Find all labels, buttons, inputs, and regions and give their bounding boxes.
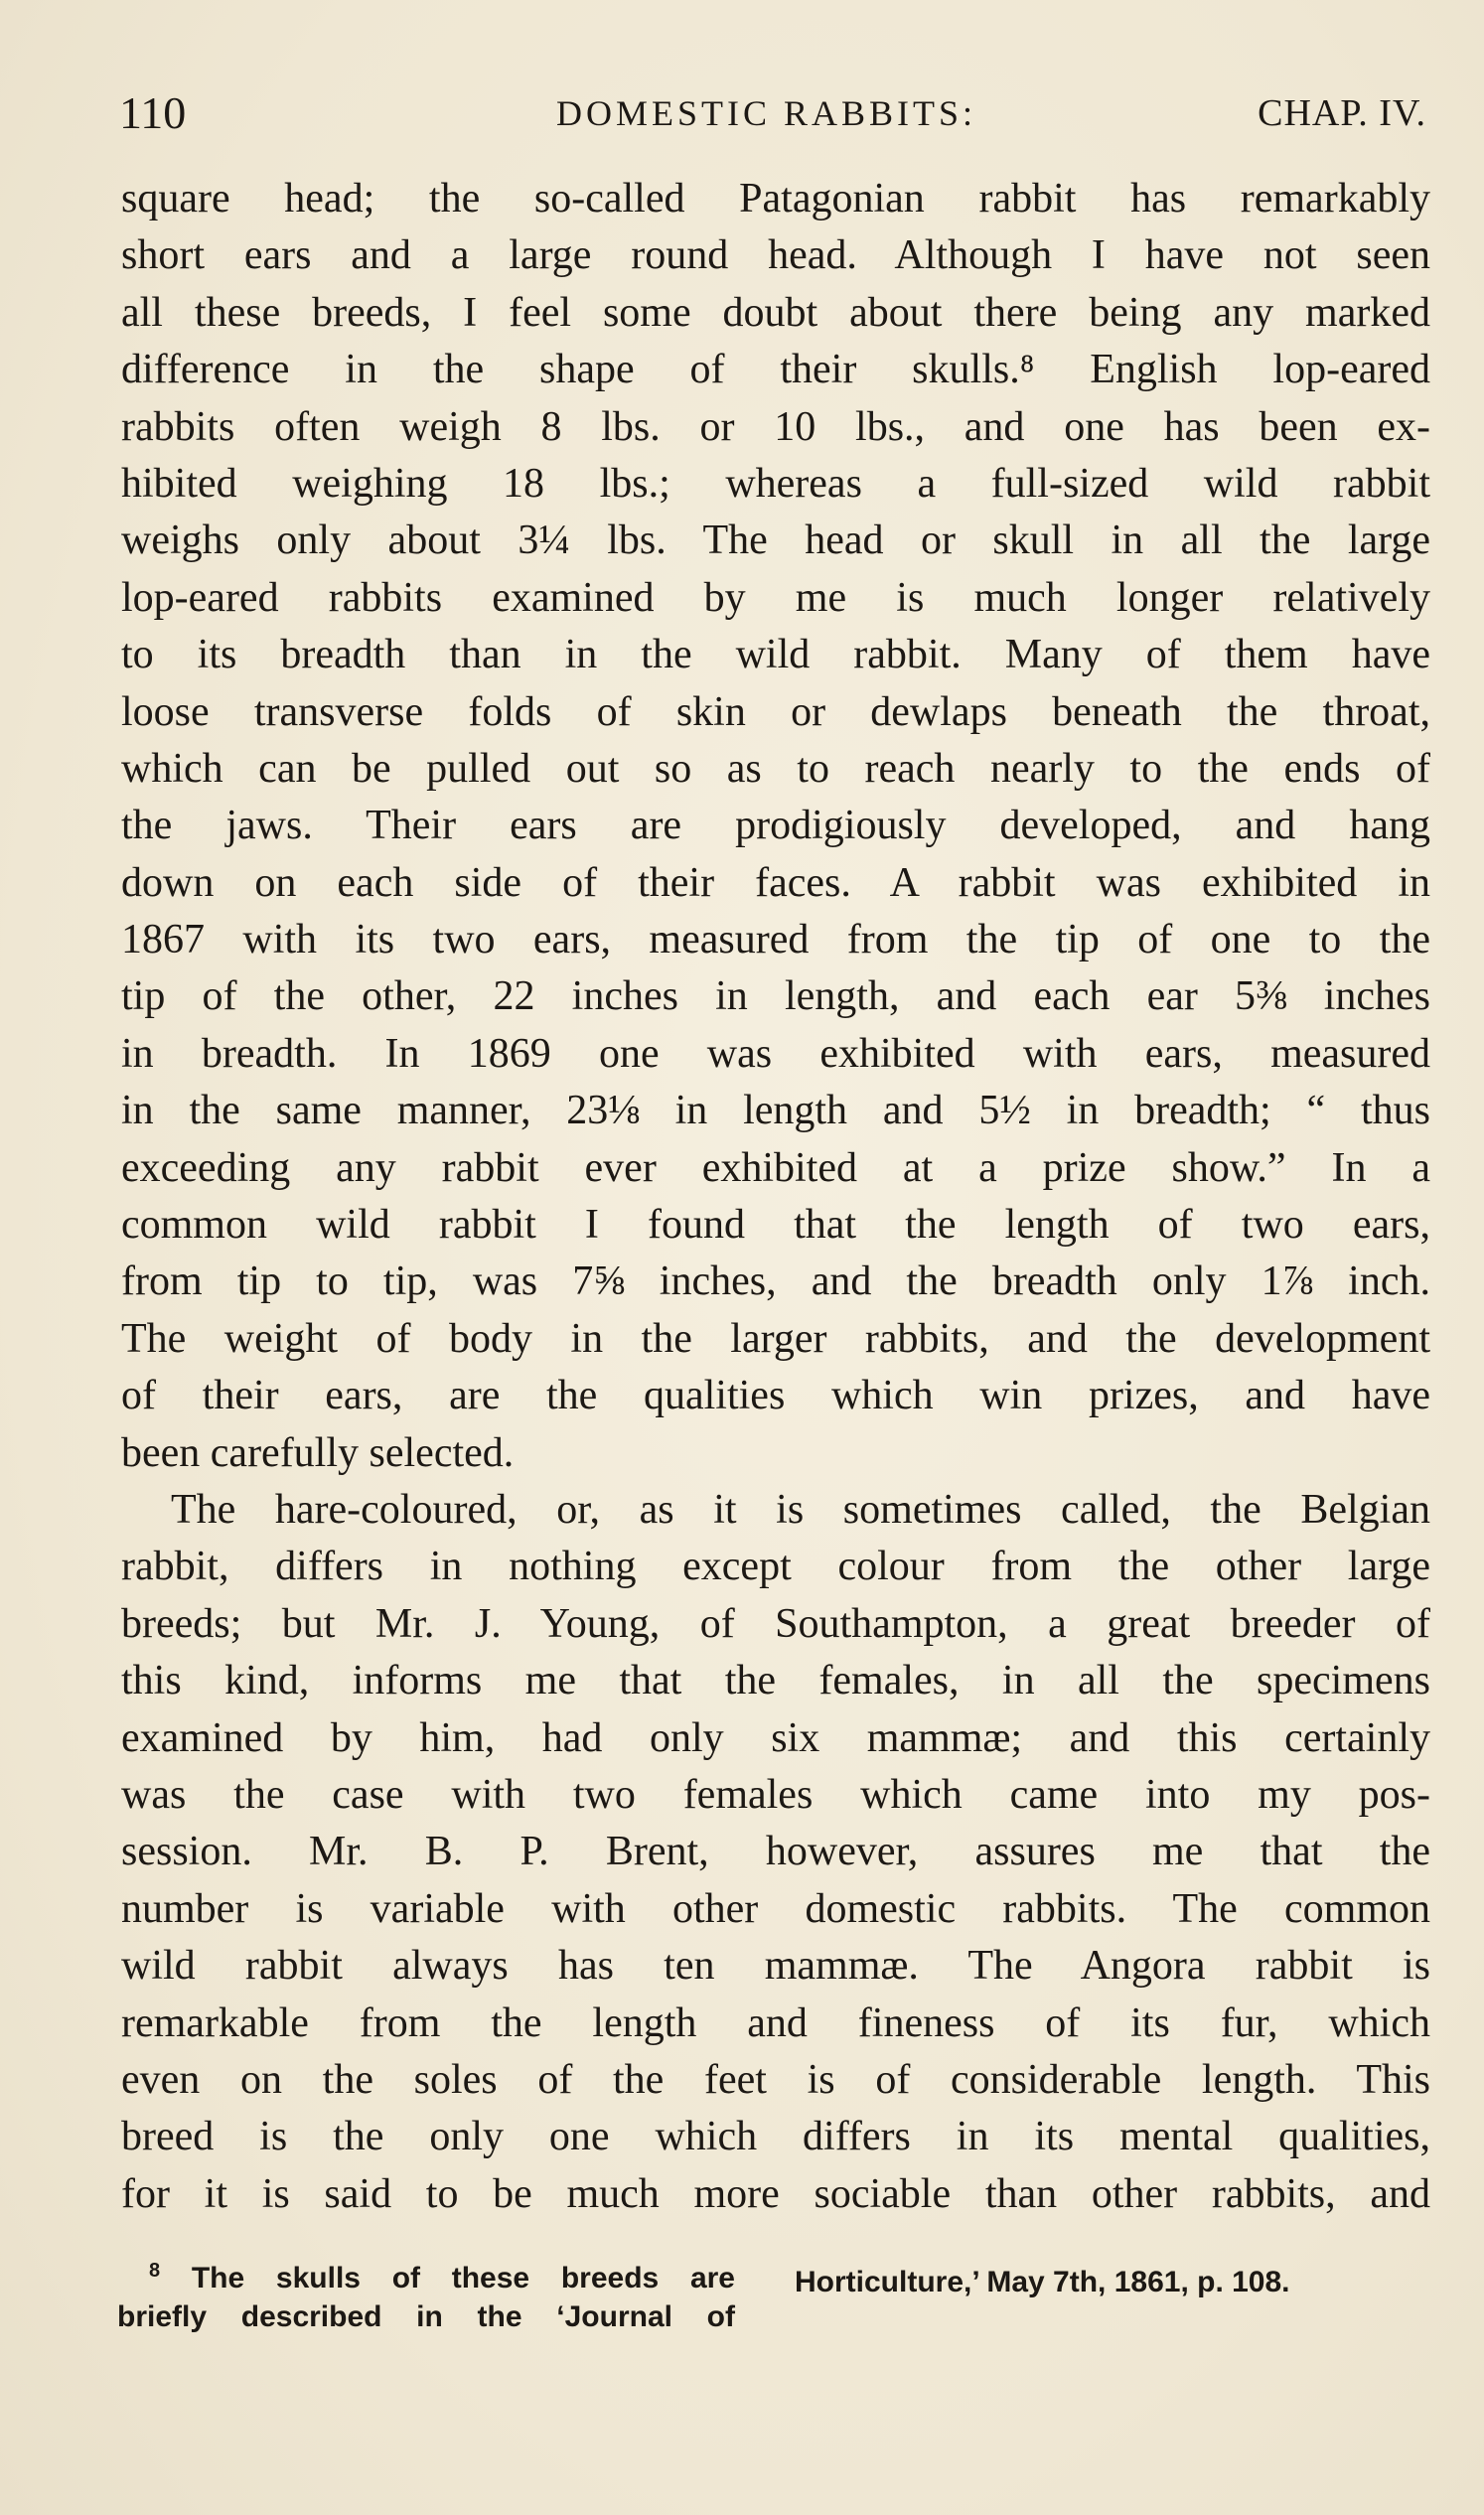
text-line: 1867 with its two ears, measured from the tip of one to the: [121, 917, 1430, 963]
paragraph-2: [121, 1482, 1430, 2223]
text-line: was the case with two females which came into my pos-: [121, 1771, 1430, 1818]
text-line: The hare-coloured, or, as it is sometimes called, the Belgian: [171, 1486, 1430, 1533]
text-line: all these breeds, I feel some doubt about there being any marked: [121, 289, 1430, 336]
text-line: The weight of body in the larger rabbits, and the development: [121, 1315, 1430, 1362]
page-number: 110: [119, 87, 187, 138]
text-line: rabbit, differs in nothing except colour from the other large: [121, 1544, 1430, 1590]
text-line: number is variable with other domestic rabbits. The common: [121, 1885, 1430, 1932]
text-line: difference in the shape of their skulls.⁸ English lop-eared: [121, 347, 1430, 393]
text-line: in the same manner, 23⅛ in length and 5½ in breadth; “ thus: [121, 1088, 1430, 1134]
footnote-8: [117, 2259, 735, 2336]
text-line: session. Mr. B. P. Brent, however, assures me that the: [121, 1829, 1430, 1875]
text-line: breeds; but Mr. J. Young, of Southampton, a great breeder of: [121, 1600, 1430, 1647]
paragraph-1: [121, 171, 1430, 1482]
text-line: tip of the other, 22 inches in length, and each ear 5⅜ inches: [121, 973, 1430, 1020]
running-title: DOMESTIC RABBITS:: [556, 93, 977, 133]
text-line: the jaws. Their ears are prodigiously developed, and hang: [121, 803, 1430, 849]
text-line: common wild rabbit I found that the length of two ears,: [121, 1202, 1430, 1249]
text-line: which can be pulled out so as to reach nearly to the ends of: [121, 745, 1430, 792]
text-line: examined by him, had only six mammæ; and this certainly: [121, 1714, 1430, 1761]
footnote-continuation: Horticulture,’ May 7th, 1861, p. 108.: [795, 2266, 1290, 2298]
footnote-line: briefly described in the ‘Journal of: [117, 2300, 735, 2333]
text-line: weighs only about 3¼ lbs. The head or skull in all the large: [121, 518, 1430, 564]
text-line: in breadth. In 1869 one was exhibited with ears, measured: [121, 1030, 1430, 1077]
text-line: exceeding any rabbit ever exhibited at a prize show.” In a: [121, 1144, 1430, 1191]
text-line: this kind, informs me that the females, in all the specimens: [121, 1658, 1430, 1704]
text-line: of their ears, are the qualities which win prizes, and have: [121, 1373, 1430, 1419]
text-line: lop-eared rabbits examined by me is much longer relatively: [121, 574, 1430, 621]
text-line: rabbits often weigh 8 lbs. or 10 lbs., and one has been ex-: [121, 403, 1430, 450]
text-line: been carefully selected.: [121, 1429, 515, 1476]
footnote-line: [117, 2259, 735, 2297]
text-line: wild rabbit always has ten mammæ. The Angora rabbit is: [121, 1943, 1430, 1990]
page-header: [119, 83, 1426, 143]
text-line: for it is said to be much more sociable than other rabbits, and: [121, 2170, 1430, 2217]
body-text: [121, 171, 1430, 2223]
text-line: to its breadth than in the wild rabbit. Many of them have: [121, 632, 1430, 678]
text-line: square head; the so-called Patagonian rabbit has remarkably: [121, 176, 1430, 222]
text-line: hibited weighing 18 lbs.; whereas a full-sized wild rabbit: [121, 460, 1430, 507]
text-line: even on the soles of the feet is of considerable length. This: [121, 2056, 1430, 2103]
text-line: from tip to tip, was 7⅝ inches, and the breadth only 1⅞ inch.: [121, 1258, 1430, 1305]
footnote-text: The skulls of these breeds are: [191, 2262, 735, 2294]
text-line: down on each side of their faces. A rabbit was exhibited in: [121, 859, 1430, 906]
text-line: breed is the only one which differs in its mental qualities,: [121, 2114, 1430, 2160]
chapter-label: CHAP. IV.: [1258, 92, 1426, 134]
footnote-area: [117, 2259, 1428, 2348]
text-line: remarkable from the length and fineness of its fur, which: [121, 1999, 1430, 2046]
footnote-marker: 8: [149, 2260, 161, 2282]
text-line: short ears and a large round head. Although I have not seen: [121, 232, 1430, 279]
text-line: loose transverse folds of skin or dewlaps beneath the throat,: [121, 688, 1430, 735]
